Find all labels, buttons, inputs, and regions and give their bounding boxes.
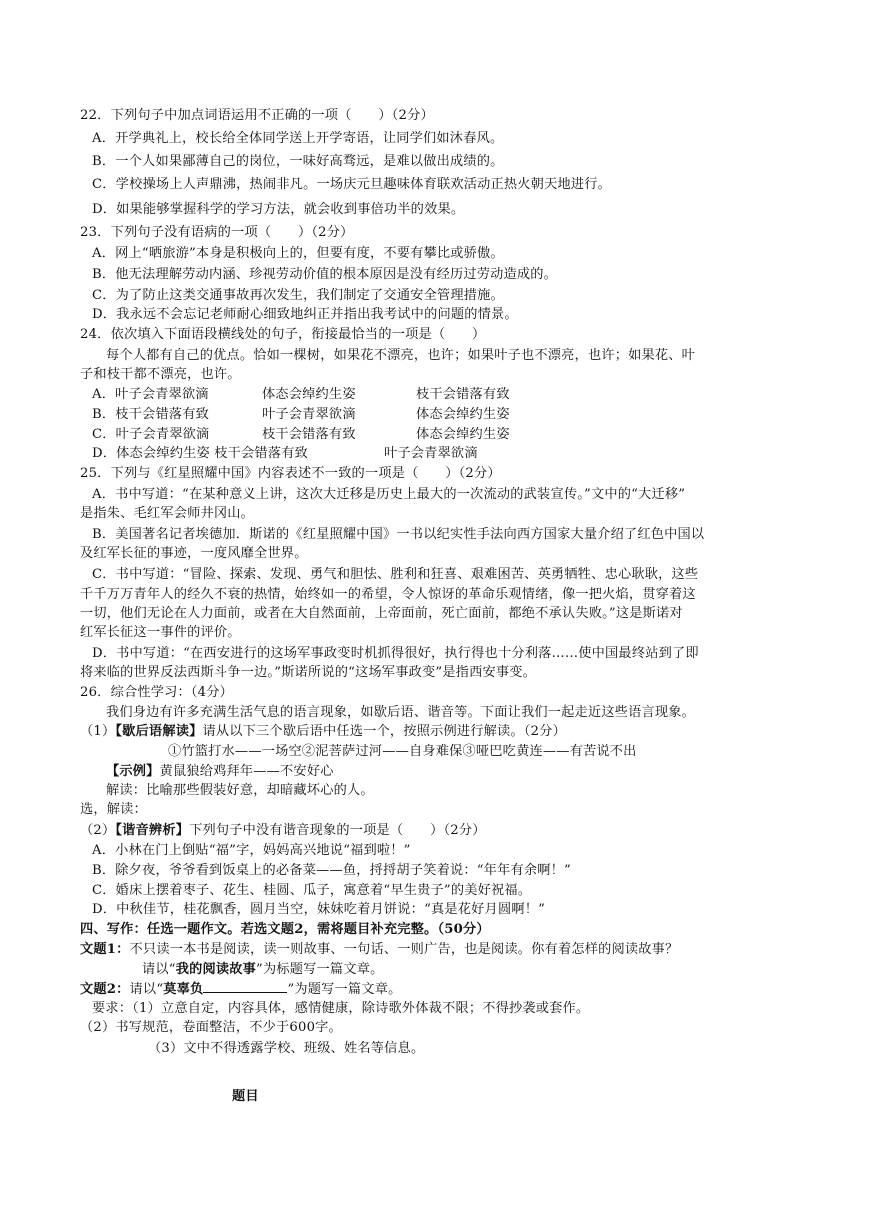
q25-option-b-line1: B．美国著名记者埃德加．斯诺的《红星照耀中国》一书以纪实性手法向西方国家大量介绍了红色中国以 <box>92 527 705 542</box>
q26-example <box>106 763 334 781</box>
q26-intro: 我们身边有许多充满生活气息的语言现象，如歇后语、谐音等。下面让我们一起走近这些语言现象。 <box>106 705 696 720</box>
q26-part2 <box>80 822 486 840</box>
q25-option-a-line1: A．书中写道：“在某种意义上讲，这次大迁移是历史上最大的一次流动的武装宣传。”文中的“大迁移” <box>92 487 686 502</box>
q26-part2-text: 下列句子中没有谐音现象的一项是（ ）（2分） <box>189 823 486 838</box>
q26-part2-tag: 【谐音辨析】 <box>115 823 190 838</box>
q26-option-b: B．除夕夜，爷爷看到饭桌上的必备菜——鱼，捋捋胡子笑着说：“年年有余啊！” <box>92 863 571 878</box>
q26-part2-num: （2） <box>80 823 116 838</box>
q23-option-c: C．为了防止这类交通事故再次发生，我们制定了交通安全管理措施。 <box>92 288 504 303</box>
q22-option-c: C．学校操场上人声鼎沸，热闹非凡。一场庆元旦趣味体育联欢活动正热火朝天地进行。 <box>92 177 612 192</box>
q23-option-b: B．他无法理解劳动内涵、珍视劳动价值的根本原因是没有经历过劳动造成的。 <box>92 267 558 282</box>
q24-b-2: 叶子会青翠欲滴 <box>262 407 356 422</box>
topic2-title: 莫辜负 <box>163 982 204 997</box>
q24-c-1: C．叶子会青翠欲滴 <box>92 427 210 442</box>
q26-example-text: 黄鼠狼给鸡拜年——不安好心 <box>159 764 334 779</box>
q26-option-d: D．中秋佳节，桂花飘香，圆月当空，妹妹吃着月饼说：“真是花好月圆啊！” <box>92 902 546 917</box>
q26-part1-num: （1） <box>80 724 116 739</box>
q25-option-d-line1: D．书中写道：“在西安进行的这场军事政变时机抓得很好，执行得也十分利落……使中国最终站到了即 <box>92 646 699 661</box>
q25-option-b-line2: 及红军长征的事迹，一度风靡全世界。 <box>80 546 308 561</box>
q24-c-2: 枝干会错落有致 <box>262 427 356 442</box>
q26-option-c: C．婚床上摆着枣子、花生、桂圆、瓜子，寓意着“早生贵子”的美好祝福。 <box>92 883 532 898</box>
q26-answer-line: 选，解读： <box>80 802 147 817</box>
q23-option-d: D．我永远不会忘记老师耐心细致地纠正并指出我考试中的问题的情景。 <box>92 307 518 322</box>
q26-part1-tag: 【歇后语解读】 <box>115 724 203 739</box>
q24-passage-line1: 每个人都有自己的优点。恰如一棵树，如果花不漂亮，也许；如果叶子也不漂亮，也许；如果花、叶 <box>106 348 696 363</box>
q25-option-c-line1: C．书中写道：“冒险、探索、发现、勇气和胆怯、胜利和狂喜、艰难困苦、英勇牺牲、忠心耿耿，这些 <box>92 567 699 582</box>
q25-option-c-line2: 千千万万青年人的经久不衰的热情，始终如一的希望，令人惊讶的革命乐观情绪，像一把火焰，贯穿着这 <box>80 587 696 602</box>
answer-title-label: 题目 <box>232 1089 259 1104</box>
q24-option-c <box>92 426 510 444</box>
q26-sayings: ①竹篮打水——一场空②泥菩萨过河——自身难保③哑巴吃黄连——有苦说不出 <box>168 744 637 759</box>
topic2-pre: 请以“ <box>129 982 164 997</box>
q22-option-b: B．一个人如果鄙薄自己的岗位，一味好高骛远，是难以做出成绩的。 <box>92 154 504 169</box>
q24-option-b <box>92 406 510 424</box>
q24-option-a <box>92 386 510 404</box>
q25-option-a-line2: 是指朱、毛红军会师井冈山。 <box>80 506 255 521</box>
q24-option-d <box>92 445 478 463</box>
writing-requirement-1: 要求：（1）立意自定，内容具体，感情健康，除诗歌外体裁不限；不得抄袭或套作。 <box>92 1001 590 1016</box>
q24-passage-line2: 子和枝干都不漂亮，也许。 <box>80 367 241 382</box>
topic2-blank <box>203 980 287 993</box>
topic2-label: 文题2： <box>80 982 130 997</box>
q23-option-a: A．网上“晒旅游”本身是积极向上的，但要有度，不要有攀比或骄傲。 <box>92 246 504 261</box>
q24-d-1: D．体态会绰约生姿 枝干会错落有致 <box>92 446 308 461</box>
writing-requirement-2: （2）书写规范，卷面整洁，不少于600字。 <box>80 1020 342 1035</box>
writing-topic1 <box>80 941 678 959</box>
topic1-req-title: 我的阅读故事 <box>175 962 257 977</box>
q22-stem: 22．下列句子中加点词语运用不正确的一项（ ）（2分） <box>80 108 434 123</box>
q25-option-d-line2: 将来临的世界反法西斯斗争一边。”斯诺所说的“这场军事政变”是指西安事变。 <box>80 665 537 680</box>
writing-topic2 <box>80 980 401 999</box>
q24-b-1: B．枝干会错落有致 <box>92 407 209 422</box>
writing-topic1-requirement <box>142 961 383 979</box>
q26-option-a: A．小林在门上倒贴“福”字，妈妈高兴地说“福到啦！” <box>92 843 411 858</box>
q24-a-3: 枝干会错落有致 <box>416 387 510 402</box>
q26-example-tag: 【示例】 <box>106 764 160 779</box>
q25-stem: 25．下列与《红星照耀中国》内容表述不一致的一项是（ ）（2分） <box>80 466 501 481</box>
q26-example-explain: 解读：比喻那些假装好意，却暗藏坏心的人。 <box>106 783 374 798</box>
q24-stem: 24．依次填入下面语段横线处的句子，衔接最恰当的一项是（ ） <box>80 327 486 342</box>
q26-part1-text: 请从以下三个歇后语中任选一个，按照示例进行解读。（2分） <box>202 724 566 739</box>
q24-b-3: 体态会绰约生姿 <box>416 407 510 422</box>
q24-a-1: A．叶子会青翠欲滴 <box>92 387 209 402</box>
topic2-post: ”为题写一篇文章。 <box>287 982 402 997</box>
topic1-req-post: ”为标题写一篇文章。 <box>256 962 384 977</box>
q25-option-c-line3: 一切，他们无论在人力面前，或者在大自然面前，上帝面前，死亡面前，都绝不承认失败。”这是斯诺对 <box>80 606 683 621</box>
q24-d-2: 叶子会青翠欲滴 <box>384 446 478 461</box>
writing-requirement-3: （3）文中不得透露学校、班级、姓名等信息。 <box>148 1041 425 1056</box>
topic1-label: 文题1： <box>80 942 130 957</box>
q22-option-a: A．开学典礼上，校长给全体同学送上开学寄语，让同学们如沐春风。 <box>92 131 504 146</box>
q24-c-3: 体态会绰约生姿 <box>416 427 510 442</box>
q24-a-2: 体态会绰约生姿 <box>262 387 356 402</box>
q25-option-c-line4: 红军长征这一事件的评价。 <box>80 625 241 640</box>
q26-part1 <box>80 723 566 741</box>
writing-heading: 四、写作：任选一题作文。若选文题2，需将题目补充完整。（50分） <box>80 922 490 937</box>
q22-option-d: D．如果能够掌握科学的学习方法，就会收到事倍功半的效果。 <box>92 202 465 217</box>
q23-stem: 23．下列句子没有语病的一项（ ）（2分） <box>80 225 354 240</box>
topic1-req-pre: 请以“ <box>142 962 176 977</box>
topic1-text: 不只读一本书是阅读，读一则故事、一句话、一则广告，也是阅读。你有着怎样的阅读故事？ <box>129 942 679 957</box>
q26-stem: 26．综合性学习：（4分） <box>80 685 234 700</box>
